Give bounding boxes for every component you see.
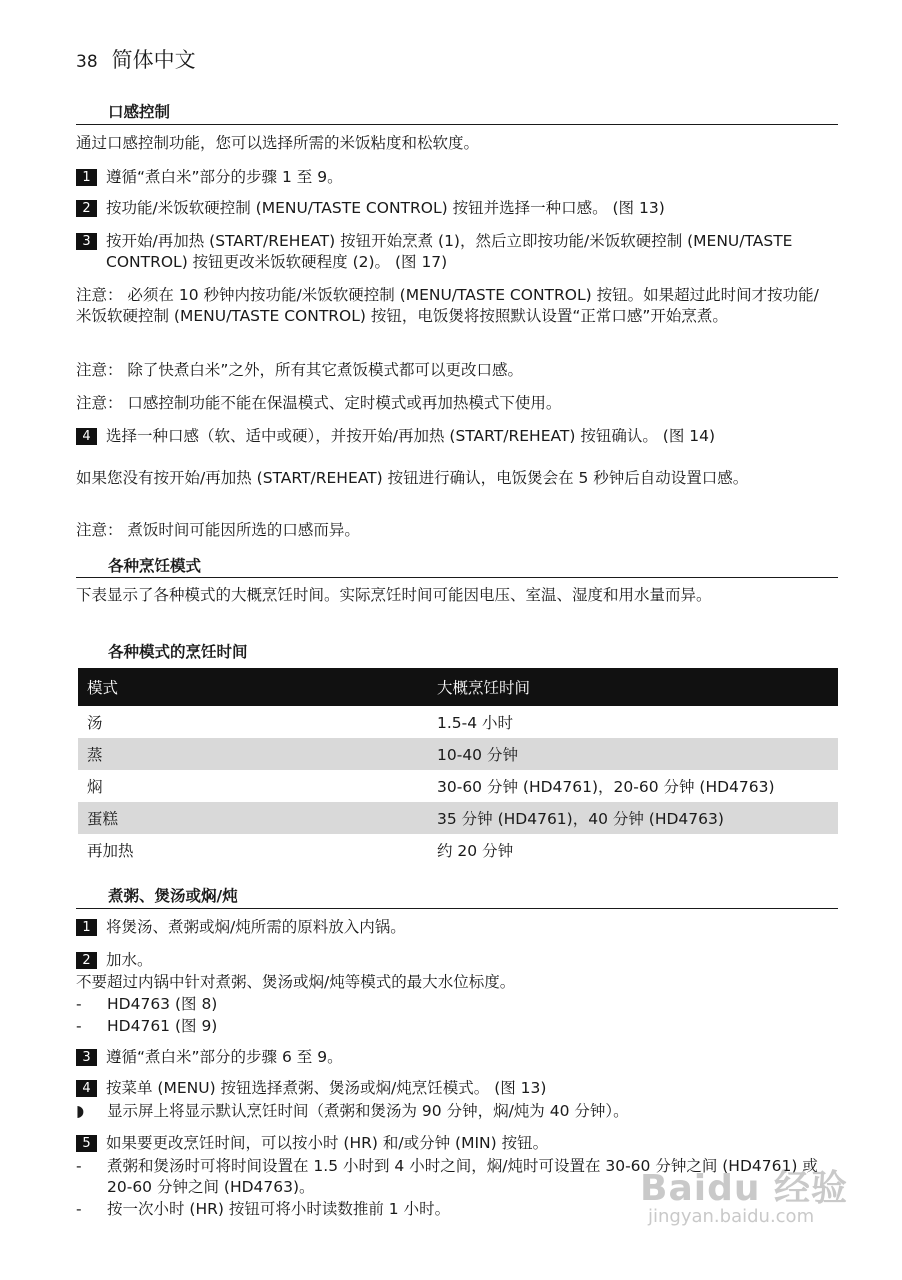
- step-text: 按功能/米饭软硬控制 (MENU/TASTE CONTROL) 按钮并选择一种口感。 (图 13): [106, 199, 665, 217]
- note-time-limit: 注意： 必须在 10 秒钟内按功能/米饭软硬控制 (MENU/TASTE CONTROL) 按钮。如果超过此时间才按功能/米饭软硬控制 (MENU/TASTE CONTROL) 按钮，电饭煲将按照默认设置“正常口感”开始烹煮。: [76, 286, 819, 325]
- dash-text: 煮粥和煲汤时可将时间设置在 1.5 小时到 4 小时之间，焖/炖时可设置在 30-60 分钟之间 (HD4761) 或 20-60 分钟之间 (HD4763)。: [107, 1157, 818, 1196]
- watermark-brand: Baidu 经验: [640, 1168, 849, 1209]
- table-row: [78, 834, 838, 866]
- cell-mode: 蒸: [78, 738, 429, 770]
- table-header-row: [78, 668, 838, 706]
- step-text: 选择一种口感（软、适中或硬），并按开始/再加热 (START/REHEAT) 按钮确认。 (图 14): [106, 427, 716, 445]
- step-3: [76, 231, 834, 273]
- section-title-cooking-modes: 各种烹饪模式: [108, 557, 202, 575]
- cell-mode: 蛋糕: [78, 802, 429, 834]
- cell-mode: 汤: [87, 714, 103, 732]
- result-item: [76, 1101, 834, 1122]
- result-text: 显示屏上将显示默认烹饪时间（煮粥和煲汤为 90 分钟，焖/炖为 40 分钟）。: [107, 1102, 629, 1120]
- note-modes: 注意： 除了快煮白米”之外，所有其它煮饭模式都可以更改口感。: [76, 361, 523, 379]
- step-number-badge: 4: [76, 1080, 97, 1097]
- step-number-badge: 3: [76, 1049, 97, 1066]
- step-text: 按开始/再加热 (START/REHEAT) 按钮开始烹煮 (1)，然后立即按功能/米饭软硬控制 (MENU/TASTE CONTROL) 按钮更改米饭软硬程度 (2)。 (图 17): [106, 232, 793, 271]
- note-cooking-time: 注意： 煮饭时间可能因所选的口感而异。: [76, 521, 360, 539]
- note-restrictions: 注意： 口感控制功能不能在保温模式、定时模式或再加热模式下使用。: [76, 394, 562, 412]
- language-label: 简体中文: [111, 48, 196, 72]
- dash-text: HD4763 (图 8): [107, 995, 218, 1013]
- result-arrow-icon: ◗: [76, 1102, 85, 1120]
- table-row: [78, 706, 838, 738]
- cell-time: 1.5-4 小时: [437, 714, 514, 732]
- step-text: 加水。: [106, 951, 153, 969]
- table-title: 各种模式的烹饪时间: [108, 643, 248, 661]
- dash-text: HD4761 (图 9): [107, 1017, 218, 1035]
- step-3: [76, 1047, 834, 1068]
- dash-text: 按一次小时 (HR) 按钮可将小时读数推前 1 小时。: [107, 1200, 451, 1218]
- step-number-badge: 3: [76, 233, 97, 250]
- step-1: [76, 917, 834, 938]
- section-rule: [76, 124, 838, 125]
- cooking-time-table: [78, 668, 838, 866]
- page-header: [76, 44, 196, 74]
- section-rule: [76, 908, 838, 909]
- cell-time: 10-40 分钟: [429, 738, 838, 770]
- dash-marker: -: [76, 1157, 82, 1175]
- table-row: [78, 770, 838, 802]
- step-1: [76, 167, 834, 188]
- step-number-badge: 5: [76, 1135, 97, 1152]
- baidu-watermark: [640, 1160, 849, 1227]
- section-intro: 下表显示了各种模式的大概烹饪时间。实际烹饪时间可能因电压、室温、湿度和用水量而异。: [76, 586, 712, 604]
- step-number-badge: 2: [76, 200, 97, 217]
- dash-marker: -: [76, 1200, 82, 1218]
- dash-marker: -: [76, 1017, 82, 1035]
- step-number-badge: 1: [76, 169, 97, 186]
- step-2: [76, 950, 834, 971]
- table-row: [78, 738, 838, 770]
- watermark-url: jingyan.baidu.com: [648, 1206, 815, 1227]
- cell-mode: 焖: [87, 778, 103, 796]
- section-rule: [76, 577, 838, 578]
- step-text: 遵循“煮白米”部分的步骤 6 至 9。: [106, 1048, 343, 1066]
- step-2-detail: 不要超过内锅中针对煮粥、煲汤或焖/炖等模式的最大水位标度。: [76, 973, 516, 991]
- step-4-detail: 如果您没有按开始/再加热 (START/REHEAT) 按钮进行确认，电饭煲会在 5 秒钟后自动设置口感。: [76, 469, 749, 487]
- step-number-badge: 4: [76, 428, 97, 445]
- cell-mode: 再加热: [87, 842, 134, 860]
- step-number-badge: 2: [76, 952, 97, 969]
- cell-time: 35 分钟 (HD4761)，40 分钟 (HD4763): [429, 802, 838, 834]
- section-title-congee-soup-stew: 煮粥、煲汤或焖/炖: [108, 887, 238, 905]
- cell-time: 30-60 分钟 (HD4761)，20-60 分钟 (HD4763): [437, 778, 775, 796]
- dash-marker: -: [76, 995, 82, 1013]
- step-text: 将煲汤、煮粥或焖/炖所需的原料放入内锅。: [106, 918, 406, 936]
- section-title-taste-control: 口感控制: [108, 103, 171, 121]
- step-text: 遵循“煮白米”部分的步骤 1 至 9。: [106, 168, 343, 186]
- step-2: [76, 198, 834, 219]
- step-number-badge: 1: [76, 919, 97, 936]
- dash-item: [76, 1016, 834, 1037]
- step-4: [76, 426, 776, 447]
- cell-time: 约 20 分钟: [437, 842, 514, 860]
- section-intro: 通过口感控制功能，您可以选择所需的米饭粘度和松软度。: [76, 134, 480, 152]
- step-text: 如果要更改烹饪时间，可以按小时 (HR) 和/或分钟 (MIN) 按钮。: [106, 1134, 549, 1152]
- table-row: [78, 802, 838, 834]
- step-text: 按菜单 (MENU) 按钮选择煮粥、煲汤或焖/炖烹饪模式。 (图 13): [106, 1079, 547, 1097]
- step-4: [76, 1078, 834, 1099]
- column-header-mode: 模式: [78, 668, 429, 706]
- column-header-time: 大概烹饪时间: [429, 668, 838, 706]
- dash-item: [76, 994, 834, 1015]
- page-number: 38: [76, 52, 98, 72]
- step-5: [76, 1133, 834, 1154]
